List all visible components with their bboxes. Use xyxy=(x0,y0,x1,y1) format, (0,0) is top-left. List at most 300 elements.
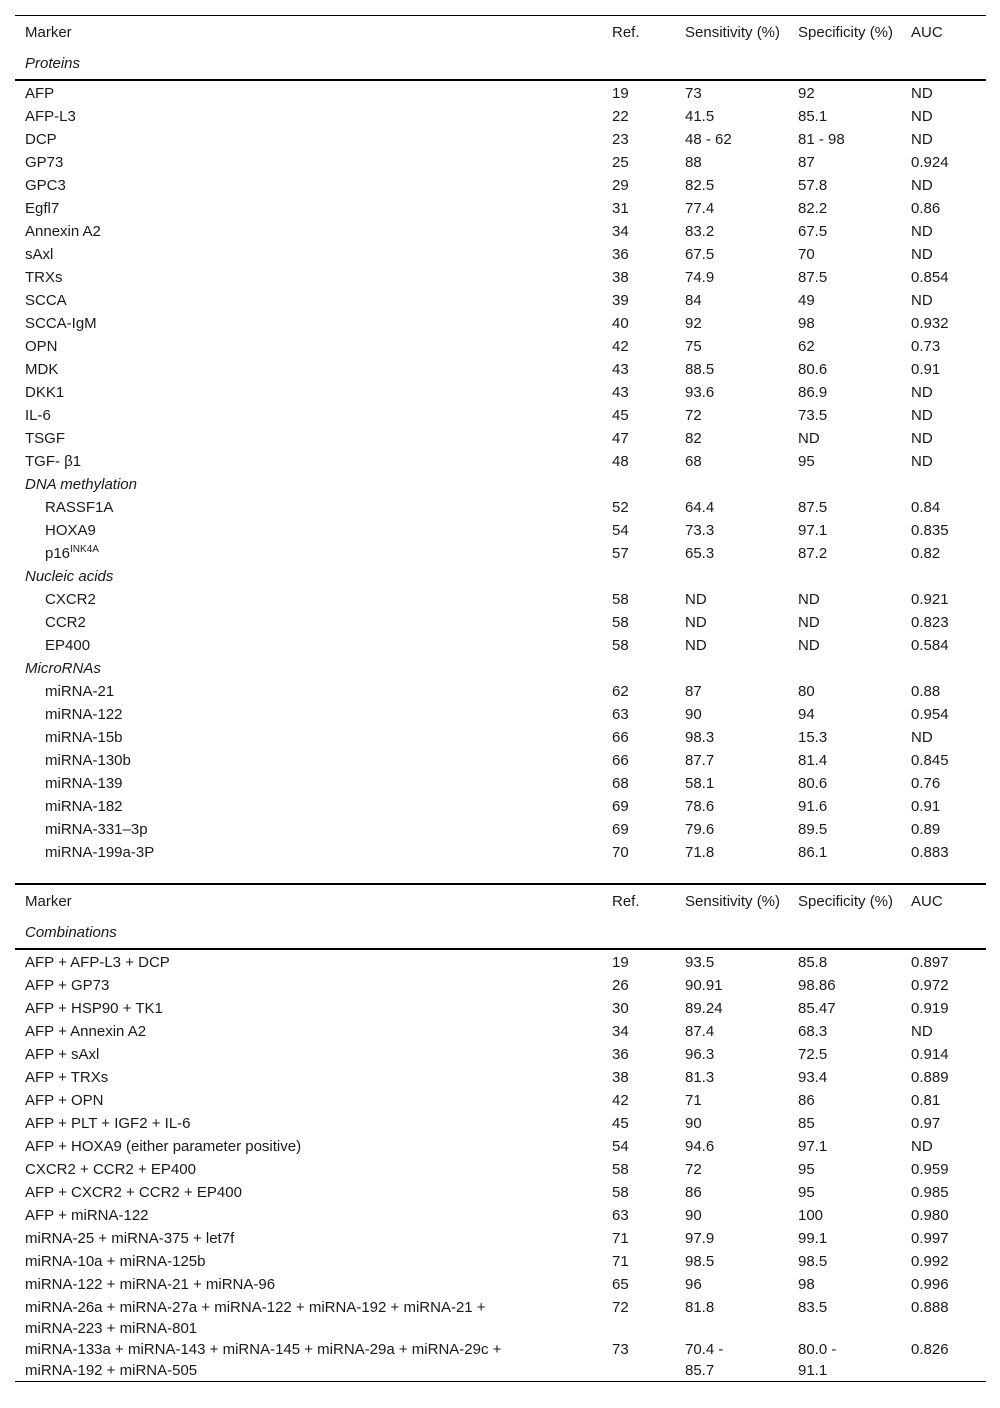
table-row xyxy=(15,336,986,359)
table-row xyxy=(15,221,986,244)
marker-name: miRNA-122 xyxy=(45,706,123,723)
ref-cell: 73 xyxy=(612,1341,629,1358)
marker-cell xyxy=(15,80,602,106)
table-row xyxy=(15,1159,986,1182)
marker-cell xyxy=(15,704,602,727)
header-ref: Ref. xyxy=(612,24,640,41)
ref-cell: 71 xyxy=(612,1253,629,1270)
auc-cell: 0.91 xyxy=(911,361,941,378)
auc-cell: 0.919 xyxy=(911,1000,949,1017)
auc-cell: 0.932 xyxy=(911,315,949,332)
ref-cell: 45 xyxy=(612,1115,629,1132)
ref-cell: 72 xyxy=(612,1299,629,1316)
dna-methylation-body xyxy=(15,497,986,566)
specificity-cell: ND xyxy=(798,614,820,631)
section-row-combinations xyxy=(15,912,986,949)
ref-cell: 29 xyxy=(612,177,629,194)
ref-cell: 38 xyxy=(612,269,629,286)
table-row xyxy=(15,1182,986,1205)
marker-name: TGF- β1 xyxy=(25,453,82,470)
ref-cell: 65 xyxy=(612,1276,629,1293)
marker-name: DCP xyxy=(25,131,57,148)
header-marker: Marker xyxy=(25,893,72,910)
auc-cell: 0.914 xyxy=(911,1046,949,1063)
specificity-cell: 68.3 xyxy=(798,1023,828,1040)
table-row xyxy=(15,520,986,543)
marker-name: miRNA-199a-3P xyxy=(45,844,155,861)
sensitivity-cell: 82.5 xyxy=(685,177,715,194)
table-row xyxy=(15,1339,986,1382)
marker-name: miRNA-25 + miRNA-375 + let7f xyxy=(25,1230,235,1247)
section-title-proteins: Proteins xyxy=(15,43,986,80)
marker-name: miRNA-331–3p xyxy=(45,821,148,838)
specificity-cell: 85.8 xyxy=(798,954,828,971)
nucleic-acids-body xyxy=(15,589,986,658)
ref-cell: 31 xyxy=(612,200,629,217)
section-title-nucleic-acids: Nucleic acids xyxy=(25,568,114,585)
marker-cell xyxy=(15,1067,602,1090)
sensitivity-cell: 98.3 xyxy=(685,729,715,746)
table-row xyxy=(15,428,986,451)
sensitivity-cell: 92 xyxy=(685,315,702,332)
auc-cell: 0.82 xyxy=(911,545,941,562)
specificity-cell: 49 xyxy=(798,292,815,309)
auc-cell: ND xyxy=(911,384,933,401)
sensitivity-cell: 78.6 xyxy=(685,798,715,815)
specificity-cell: 87.2 xyxy=(798,545,828,562)
marker-name: sAxl xyxy=(25,246,54,263)
ref-cell: 58 xyxy=(612,614,629,631)
ref-cell: 42 xyxy=(612,1092,629,1109)
table-row xyxy=(15,359,986,382)
ref-cell: 58 xyxy=(612,1161,629,1178)
auc-cell: ND xyxy=(911,108,933,125)
ref-cell: 52 xyxy=(612,499,629,516)
table-row xyxy=(15,290,986,313)
micrornas-section xyxy=(15,658,986,681)
table-row xyxy=(15,1067,986,1090)
auc-cell: 0.883 xyxy=(911,844,949,861)
sensitivity-cell: 48 - 62 xyxy=(685,131,732,148)
auc-cell: 0.959 xyxy=(911,1161,949,1178)
sensitivity-cell: 96.3 xyxy=(685,1046,715,1063)
marker-cell xyxy=(15,405,602,428)
specificity-cell: 67.5 xyxy=(798,223,828,240)
marker-name: EP400 xyxy=(45,637,91,654)
specificity-cell: 80.6 xyxy=(798,775,828,792)
table-row xyxy=(15,819,986,842)
table-row xyxy=(15,1113,986,1136)
marker-name: AFP + PLT + IGF2 + IL-6 xyxy=(25,1115,191,1132)
auc-cell: ND xyxy=(911,1138,933,1155)
marker-name: miRNA-139 xyxy=(45,775,123,792)
marker-cell xyxy=(15,589,602,612)
marker-name: CCR2 xyxy=(45,614,86,631)
marker-cell xyxy=(15,267,602,290)
table-row xyxy=(15,998,986,1021)
section-title-combinations: Combinations xyxy=(15,912,986,949)
marker-name: miRNA-10a + miRNA-125b xyxy=(25,1253,206,1270)
section-row-proteins xyxy=(15,43,986,80)
specificity-cell: 86 xyxy=(798,1092,815,1109)
marker-cell xyxy=(15,949,602,975)
auc-cell: ND xyxy=(911,131,933,148)
marker-name: GPC3 xyxy=(25,177,66,194)
ref-cell: 19 xyxy=(612,85,629,102)
auc-cell: 0.921 xyxy=(911,591,949,608)
sensitivity-cell: 82 xyxy=(685,430,702,447)
auc-cell: 0.997 xyxy=(911,1230,949,1247)
marker-cell xyxy=(15,1136,602,1159)
dna-methylation-section xyxy=(15,474,986,497)
marker-name: AFP + Annexin A2 xyxy=(25,1023,147,1040)
table-row xyxy=(15,842,986,865)
marker-name: miRNA-182 xyxy=(45,798,123,815)
marker-name: CXCR2 + CCR2 + EP400 xyxy=(25,1161,196,1178)
marker-cell xyxy=(15,313,602,336)
ref-cell: 38 xyxy=(612,1069,629,1086)
sensitivity-cell: 89.24 xyxy=(685,1000,723,1017)
marker-cell xyxy=(15,198,602,221)
auc-cell: 0.972 xyxy=(911,977,949,994)
specificity-cell: 86.1 xyxy=(798,844,828,861)
markers-table xyxy=(15,15,986,865)
marker-cell xyxy=(15,129,602,152)
specificity-cell: ND xyxy=(798,637,820,654)
table-row xyxy=(15,1205,986,1228)
specificity-cell: ND xyxy=(798,591,820,608)
marker-cell xyxy=(15,1090,602,1113)
marker-name: Annexin A2 xyxy=(25,223,101,240)
marker-superscript: INK4A xyxy=(70,544,99,555)
ref-cell: 19 xyxy=(612,954,629,971)
auc-cell: 0.81 xyxy=(911,1092,941,1109)
marker-cell xyxy=(15,451,602,474)
ref-cell: 68 xyxy=(612,775,629,792)
ref-cell: 42 xyxy=(612,338,629,355)
sensitivity-cell: 90.91 xyxy=(685,977,723,994)
specificity-cell: 62 xyxy=(798,338,815,355)
micrornas-body xyxy=(15,681,986,865)
sensitivity-cell: 77.4 xyxy=(685,200,715,217)
table-row xyxy=(15,949,986,975)
auc-cell: ND xyxy=(911,729,933,746)
sensitivity-cell: 64.4 xyxy=(685,499,715,516)
sensitivity-cell: 97.9 xyxy=(685,1230,715,1247)
table-row xyxy=(15,796,986,819)
table-header-row xyxy=(15,16,986,44)
marker-cell xyxy=(15,244,602,267)
marker-name: SCCA-IgM xyxy=(25,315,97,332)
auc-cell: 0.91 xyxy=(911,798,941,815)
marker-cell xyxy=(15,1113,602,1136)
table-row xyxy=(15,382,986,405)
ref-cell: 40 xyxy=(612,315,629,332)
marker-cell xyxy=(15,773,602,796)
ref-cell: 45 xyxy=(612,407,629,424)
ref-cell: 43 xyxy=(612,384,629,401)
header-marker: Marker xyxy=(25,24,72,41)
ref-cell: 58 xyxy=(612,1184,629,1201)
auc-cell: 0.854 xyxy=(911,269,949,286)
specificity-cell: 87 xyxy=(798,154,815,171)
header-specificity: Specificity (%) xyxy=(798,24,894,41)
marker-cell xyxy=(15,1021,602,1044)
marker-cell xyxy=(15,1159,602,1182)
ref-cell: 71 xyxy=(612,1230,629,1247)
specificity-cell: 15.3 xyxy=(798,729,828,746)
ref-cell: 36 xyxy=(612,1046,629,1063)
sensitivity-cell: ND xyxy=(685,637,707,654)
sensitivity-cell: 72 xyxy=(685,1161,702,1178)
marker-cell xyxy=(15,520,602,543)
table-row xyxy=(15,589,986,612)
auc-cell: 0.992 xyxy=(911,1253,949,1270)
auc-cell: 0.888 xyxy=(911,1299,949,1316)
marker-cell xyxy=(15,819,602,842)
combinations-table xyxy=(15,883,986,1382)
marker-name: AFP + sAxl xyxy=(25,1046,100,1063)
sensitivity-cell: 90 xyxy=(685,1115,702,1132)
sensitivity-cell: 83.2 xyxy=(685,223,715,240)
sensitivity-cell: 58.1 xyxy=(685,775,715,792)
table-row xyxy=(15,129,986,152)
ref-cell: 36 xyxy=(612,246,629,263)
specificity-cell: 72.5 xyxy=(798,1046,828,1063)
table-row xyxy=(15,313,986,336)
sensitivity-cell: 71 xyxy=(685,1092,702,1109)
ref-cell: 22 xyxy=(612,108,629,125)
marker-cell xyxy=(15,221,602,244)
nucleic-acids-section xyxy=(15,566,986,589)
auc-cell: ND xyxy=(911,223,933,240)
marker-cell xyxy=(15,1339,602,1382)
specificity-cell: 95 xyxy=(798,1161,815,1178)
auc-cell: ND xyxy=(911,246,933,263)
auc-cell: 0.826 xyxy=(911,1341,949,1358)
specificity-cell: 98.86 xyxy=(798,977,836,994)
sensitivity-cell: 73 xyxy=(685,85,702,102)
marker-name: IL-6 xyxy=(25,407,51,424)
ref-cell: 69 xyxy=(612,798,629,815)
section-row-micrornas xyxy=(15,658,986,681)
table-row xyxy=(15,152,986,175)
header-specificity: Specificity (%) xyxy=(798,893,894,910)
auc-cell: 0.84 xyxy=(911,499,941,516)
marker-cell xyxy=(15,290,602,313)
table-row xyxy=(15,1297,986,1339)
auc-cell: 0.980 xyxy=(911,1207,949,1224)
sensitivity-cell: 67.5 xyxy=(685,246,715,263)
marker-cell xyxy=(15,543,602,566)
auc-cell: 0.845 xyxy=(911,752,949,769)
marker-name: SCCA xyxy=(25,292,67,309)
section-title-micrornas: MicroRNAs xyxy=(25,660,101,677)
sensitivity-cell: 88.5 xyxy=(685,361,715,378)
auc-cell: 0.584 xyxy=(911,637,949,654)
marker-cell xyxy=(15,1205,602,1228)
table-row xyxy=(15,497,986,520)
auc-cell: ND xyxy=(911,292,933,309)
specificity-cell: 86.9 xyxy=(798,384,828,401)
marker-cell xyxy=(15,1297,602,1339)
marker-cell xyxy=(15,842,602,865)
table-row xyxy=(15,704,986,727)
table-row xyxy=(15,451,986,474)
ref-cell: 63 xyxy=(612,1207,629,1224)
table-row xyxy=(15,106,986,129)
marker-name: CXCR2 xyxy=(45,591,96,608)
header-ref: Ref. xyxy=(612,893,640,910)
ref-cell: 30 xyxy=(612,1000,629,1017)
ref-cell: 48 xyxy=(612,453,629,470)
specificity-cell: 100 xyxy=(798,1207,824,1224)
marker-name: AFP + AFP-L3 + DCP xyxy=(25,954,170,971)
sensitivity-cell: 96 xyxy=(685,1276,702,1293)
marker-name: miRNA-21 xyxy=(45,683,115,700)
ref-cell: 23 xyxy=(612,131,629,148)
sensitivity-cell: 41.5 xyxy=(685,108,715,125)
specificity-cell: 89.5 xyxy=(798,821,828,838)
table-row xyxy=(15,681,986,704)
auc-cell: 0.996 xyxy=(911,1276,949,1293)
specificity-cell: 91.6 xyxy=(798,798,828,815)
marker-cell xyxy=(15,975,602,998)
marker-cell xyxy=(15,1228,602,1251)
specificity-cell: 87.5 xyxy=(798,269,828,286)
table-row xyxy=(15,612,986,635)
marker-cell xyxy=(15,497,602,520)
marker-name: AFP + OPN xyxy=(25,1092,104,1109)
specificity-cell: 70 xyxy=(798,246,815,263)
sensitivity-cell: 87.4 xyxy=(685,1023,715,1040)
marker-name: MDK xyxy=(25,361,59,378)
specificity-cell: 83.5 xyxy=(798,1299,828,1316)
table-row xyxy=(15,1090,986,1113)
marker-name: AFP + HSP90 + TK1 xyxy=(25,1000,163,1017)
marker-name: OPN xyxy=(25,338,58,355)
proteins-body xyxy=(15,80,986,474)
specificity-cell: 99.1 xyxy=(798,1230,828,1247)
auc-cell: 0.823 xyxy=(911,614,949,631)
auc-cell: ND xyxy=(911,1023,933,1040)
sensitivity-cell: 98.5 xyxy=(685,1253,715,1270)
marker-cell xyxy=(15,106,602,129)
sensitivity-cell: 87.7 xyxy=(685,752,715,769)
sensitivity-cell: 73.3 xyxy=(685,522,715,539)
ref-cell: 63 xyxy=(612,706,629,723)
marker-cell xyxy=(15,998,602,1021)
marker-name: AFP + GP73 xyxy=(25,977,110,994)
table-row xyxy=(15,80,986,106)
marker-name: TRXs xyxy=(25,269,63,286)
specificity-cell: 80.6 xyxy=(798,361,828,378)
sensitivity-cell: ND xyxy=(685,614,707,631)
table-row xyxy=(15,267,986,290)
specificity-cell: 98 xyxy=(798,1276,815,1293)
header-sensitivity: Sensitivity (%) xyxy=(685,893,781,910)
auc-cell: 0.924 xyxy=(911,154,949,171)
sensitivity-cell: 88 xyxy=(685,154,702,171)
ref-cell: 66 xyxy=(612,729,629,746)
ref-cell: 66 xyxy=(612,752,629,769)
marker-name: AFP + CXCR2 + CCR2 + EP400 xyxy=(25,1184,242,1201)
specificity-cell: 80.0 - 91.1 xyxy=(798,1341,837,1379)
marker-name: AFP xyxy=(25,85,55,102)
ref-cell: 54 xyxy=(612,1138,629,1155)
ref-cell: 54 xyxy=(612,522,629,539)
ref-cell: 43 xyxy=(612,361,629,378)
specificity-cell: ND xyxy=(798,430,820,447)
specificity-cell: 85.47 xyxy=(798,1000,836,1017)
sensitivity-cell: 70.4 - 85.7 xyxy=(685,1341,724,1379)
table-row xyxy=(15,1136,986,1159)
specificity-cell: 85 xyxy=(798,1115,815,1132)
marker-cell xyxy=(15,336,602,359)
marker-name: RASSF1A xyxy=(45,499,114,516)
auc-cell: 0.889 xyxy=(911,1069,949,1086)
marker-name: miRNA-122 + miRNA-21 + miRNA-96 xyxy=(25,1276,276,1293)
auc-cell: 0.954 xyxy=(911,706,949,723)
ref-cell: 39 xyxy=(612,292,629,309)
marker-name: miRNA-26a + miRNA-27a + miRNA-122 + miRNA-192 + miRNA-21 + miRNA-223 + miRNA-801 xyxy=(25,1299,486,1337)
ref-cell: 25 xyxy=(612,154,629,171)
table-row xyxy=(15,975,986,998)
sensitivity-cell: ND xyxy=(685,591,707,608)
auc-cell: 0.86 xyxy=(911,200,941,217)
sensitivity-cell: 93.6 xyxy=(685,384,715,401)
marker-cell xyxy=(15,727,602,750)
table-row xyxy=(15,773,986,796)
marker-cell xyxy=(15,635,602,658)
sensitivity-cell: 84 xyxy=(685,292,702,309)
marker-name: p16 xyxy=(45,545,71,562)
marker-name: miRNA-15b xyxy=(45,729,123,746)
marker-cell xyxy=(15,382,602,405)
section-row-nucleic-acids xyxy=(15,566,986,589)
sensitivity-cell: 86 xyxy=(685,1184,702,1201)
marker-cell xyxy=(15,612,602,635)
specificity-cell: 81.4 xyxy=(798,752,828,769)
sensitivity-cell: 81.8 xyxy=(685,1299,715,1316)
sensitivity-cell: 87 xyxy=(685,683,702,700)
table-row xyxy=(15,543,986,566)
combinations-body xyxy=(15,949,986,1382)
ref-cell: 26 xyxy=(612,977,629,994)
table-row xyxy=(15,635,986,658)
sensitivity-cell: 79.6 xyxy=(685,821,715,838)
specificity-cell: 94 xyxy=(798,706,815,723)
header-sensitivity: Sensitivity (%) xyxy=(685,24,781,41)
specificity-cell: 95 xyxy=(798,453,815,470)
sensitivity-cell: 81.3 xyxy=(685,1069,715,1086)
table-row xyxy=(15,405,986,428)
auc-cell: ND xyxy=(911,430,933,447)
section-row-dna-methylation xyxy=(15,474,986,497)
specificity-cell: 82.2 xyxy=(798,200,828,217)
specificity-cell: 97.1 xyxy=(798,1138,828,1155)
table-row xyxy=(15,175,986,198)
section-title-dna-methylation: DNA methylation xyxy=(25,476,137,493)
table-header-row xyxy=(15,884,986,912)
auc-cell: 0.97 xyxy=(911,1115,941,1132)
sensitivity-cell: 71.8 xyxy=(685,844,715,861)
auc-cell: 0.76 xyxy=(911,775,941,792)
sensitivity-cell: 90 xyxy=(685,706,702,723)
ref-cell: 69 xyxy=(612,821,629,838)
ref-cell: 58 xyxy=(612,637,629,654)
marker-cell xyxy=(15,152,602,175)
